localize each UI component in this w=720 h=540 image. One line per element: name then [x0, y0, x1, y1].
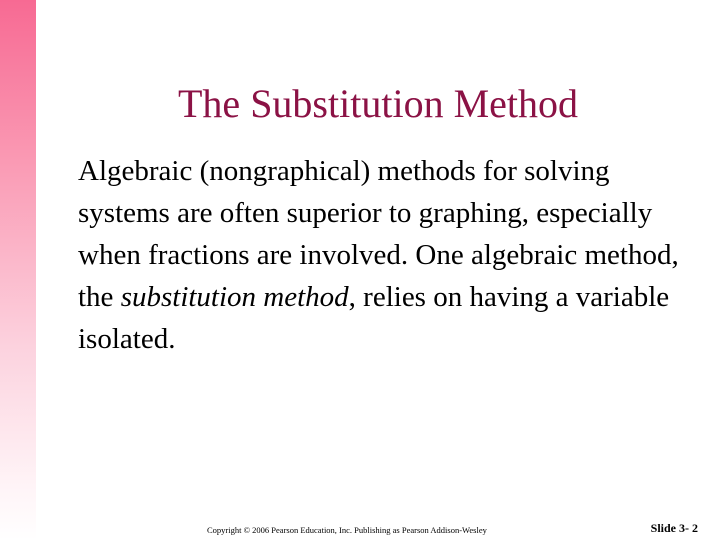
body-text-emphasis: substitution method — [120, 281, 349, 313]
slide-title: The Substitution Method — [178, 81, 578, 126]
side-gradient-band — [0, 0, 36, 540]
body-text-part1: Algebraic (nongraphical) methods for solving systems are often superior to graphing, especially when fractions are involved. One algebraic method, the — [78, 155, 679, 313]
body-text-part2: , relies on having a variable isolated. — [78, 281, 670, 355]
slide-number: Slide 3- 2 — [650, 521, 698, 535]
footer-copyright: Copyright © 2006 Pearson Education, Inc. Publishing as Pearson Addison-Wesley — [207, 525, 487, 535]
body-paragraph — [78, 150, 688, 360]
